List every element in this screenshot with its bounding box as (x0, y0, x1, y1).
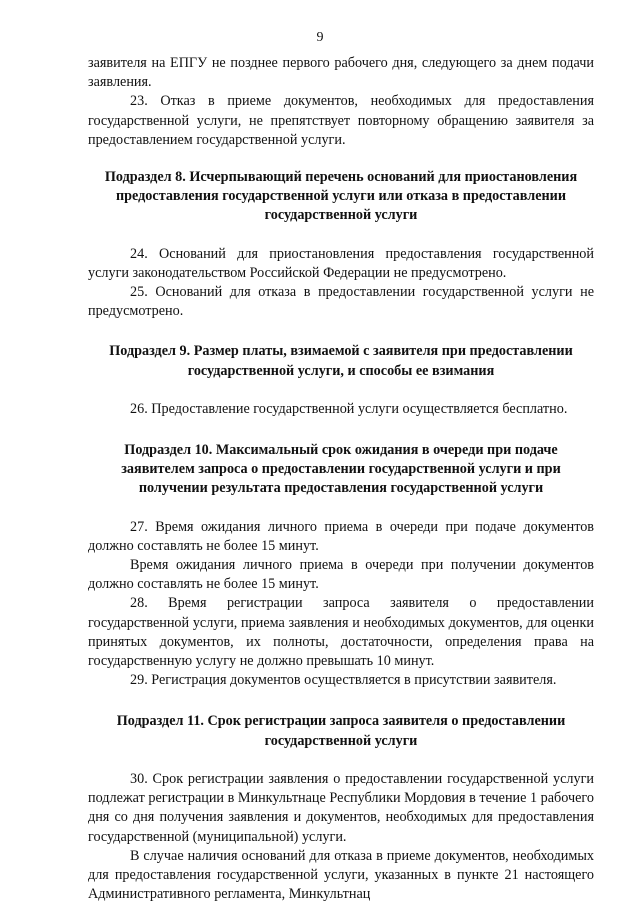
subsection-9 (88, 342, 594, 419)
paragraph-27-cont: Время ожидания личного приема в очереди при получении документов должно составлять не более 15 минут. (88, 557, 594, 593)
document-body (88, 54, 594, 904)
subsection-11 (88, 712, 594, 904)
paragraph-29: 29. Регистрация документов осуществляется в присутствии заявителя. (130, 672, 557, 689)
subsection-11-title: Подраздел 11. Срок регистрации запроса заявителя о предоставлении государственной услуги (116, 713, 566, 749)
paragraph-27: 27. Время ожидания личного приема в очереди при подаче документов должно составлять не более 15 минут. (88, 518, 594, 554)
paragraph-30-cont: В случае наличия оснований для отказа в приеме документов, необходимых для предоставления государственной услуги, указанных в пункте 21 настоящего Административного регламента, Минкультнац (88, 847, 594, 903)
paragraph-continuation: заявителя на ЕПГУ не позднее первого рабочего дня, следующего за днем подачи заявления. (88, 55, 594, 91)
paragraph-25: 25. Оснований для отказа в предоставлении государственной услуги не предусмотрено. (88, 284, 594, 320)
paragraph-28: 28. Время регистрации запроса заявителя о предоставлении государственной услуги, приема заявления и необходимых документов, для оценки принятых документов, их полноты, достаточности, определения права на государственную услугу не должно превышать 10 минут. (88, 595, 594, 670)
subsection-9-title: Подраздел 9. Размер платы, взимаемой с заявителя при предоставлении государственной услуги, и способы ее взимания (109, 343, 573, 379)
paragraph-23: 23. Отказ в приеме документов, необходимых для предоставления государственной услуги, не препятствует повторному обращению заявителя за предоставлением государственной услуги. (88, 93, 594, 148)
subsection-8 (88, 168, 594, 321)
subsection-10-title: Подраздел 10. Максимальный срок ожидания в очереди при подаче заявителем запроса о предоставлении государственной услуги и при получении результата предоставления государственной услуги (121, 442, 561, 497)
paragraph-26: 26. Предоставление государственной услуги осуществляется бесплатно. (130, 400, 568, 417)
subsection-10 (88, 441, 594, 690)
paragraph-24: 24. Оснований для приостановления предоставления государственной услуги законодательством Российской Федерации не предусмотрено. (88, 245, 594, 281)
subsection-8-title: Подраздел 8. Исчерпывающий перечень оснований для приостановления предоставления государственной услуги или отказа в предоставлении государственной услуги (104, 169, 578, 224)
page-number: 9 (316, 30, 324, 45)
paragraph-30: 30. Срок регистрации заявления о предоставлении государственной услуги подлежат регистрации в Минкультнаце Республики Мордовия в течение 1 рабочего дня со дня получения заявления и документов, необходимых для предоставления государственной (муниципальной) услуги. (88, 770, 594, 845)
